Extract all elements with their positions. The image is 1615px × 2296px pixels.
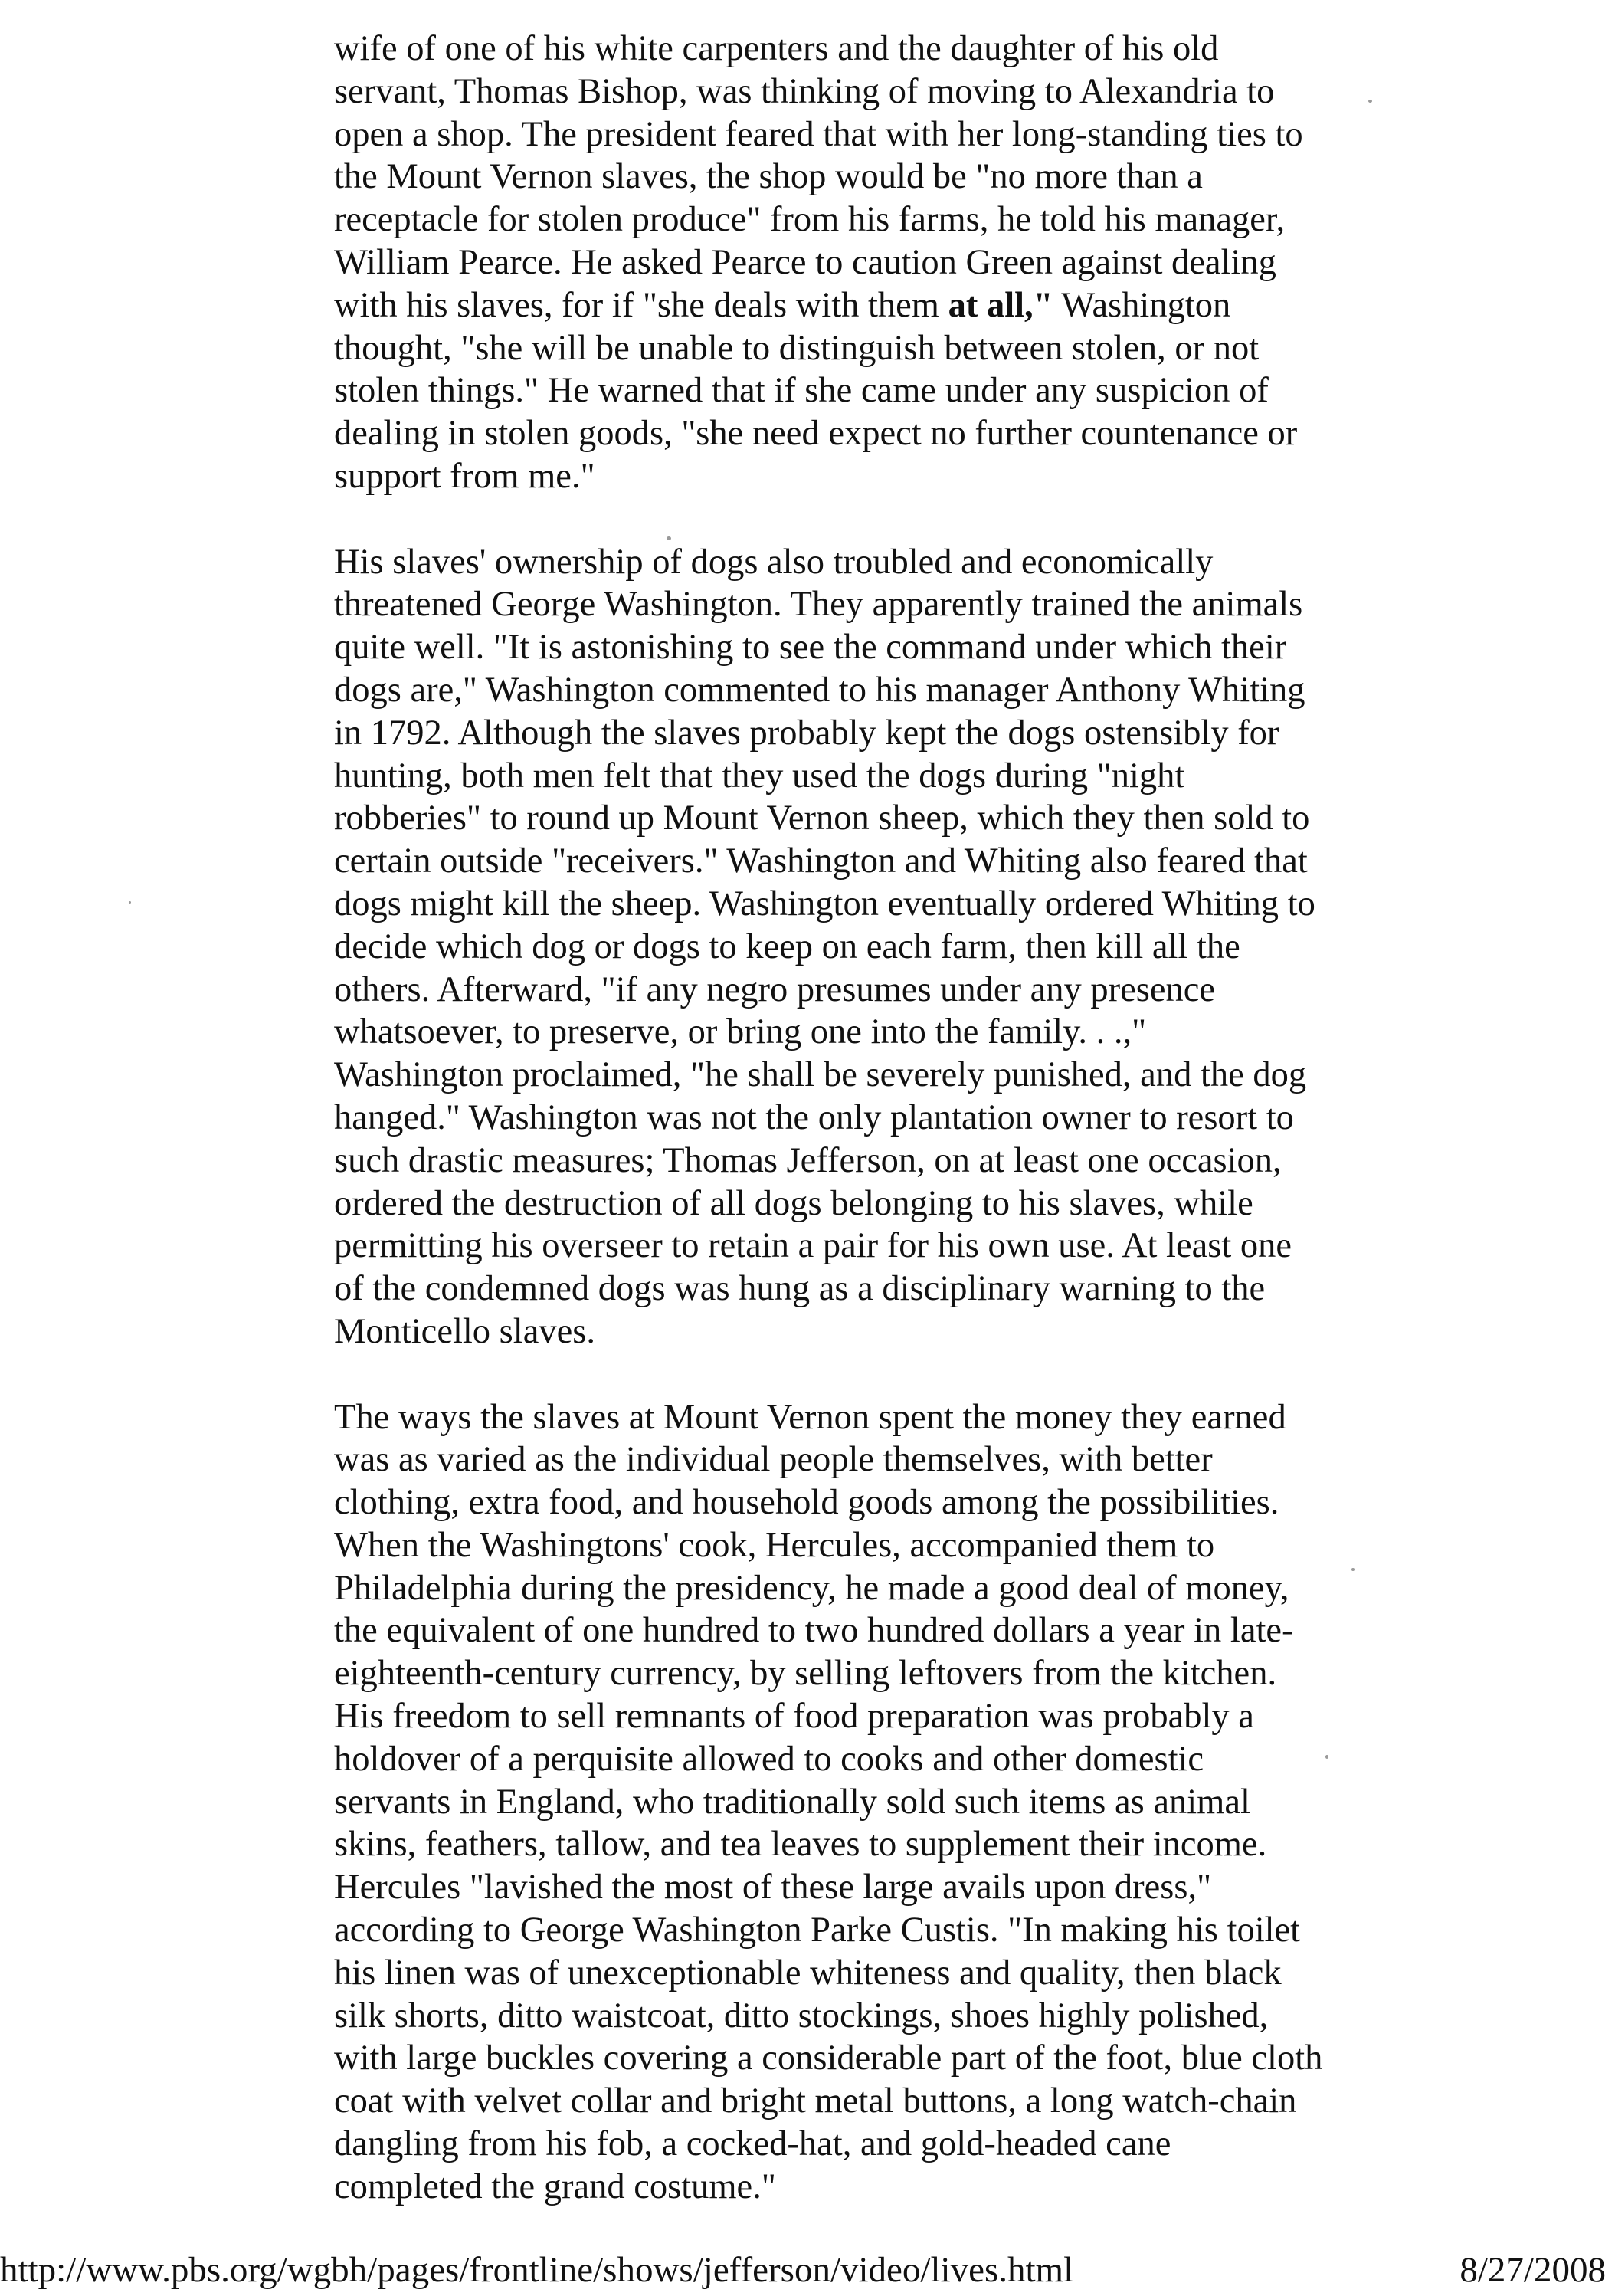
text-line: His freedom to sell remnants of food preparation was probably a [334,1697,1254,1737]
text-line: ordered the destruction of all dogs belonging to his slaves, while [334,1183,1253,1223]
text-line: according to George Washington Parke Custis. "In making his toilet [334,1911,1301,1950]
text-line: of the condemned dogs was hung as a disciplinary warning to the [334,1269,1266,1309]
text-line: servants in England, who traditionally sold such items as animal [334,1782,1250,1822]
text-line: open a shop. The president feared that with her long-standing ties to [334,114,1303,154]
text-line: the Mount Vernon slaves, the shop would be "no more than a [334,157,1203,197]
bold-emphasis: at all," [948,285,1053,325]
text-line: When the Washingtons' cook, Hercules, accompanied them to [334,1525,1215,1565]
text-line: completed the grand costume." [334,2166,776,2206]
text-line: silk shorts, ditto waistcoat, ditto stockings, shoes highly polished, [334,1996,1269,2035]
text-line: receptacle for stolen produce" from his farms, he told his manager, [334,200,1286,240]
paragraph-slave-dogs [334,541,1437,1353]
footer-print-date: 8/27/2008 [1459,2250,1606,2290]
text-line: skins, feathers, tallow, and tea leaves to supplement their income. [334,1825,1267,1865]
text-line: such drastic measures; Thomas Jefferson, on at least one occasion, [334,1140,1282,1180]
text-line: stolen things." He warned that if she came under any suspicion of [334,371,1269,411]
text-line: wife of one of his white carpenters and the daughter of his old [334,29,1219,68]
text-line: thought, "she will be unable to distinguish between stolen, or not [334,328,1260,368]
text-line: in 1792. Although the slaves probably kept the dogs ostensibly for [334,713,1279,753]
paragraph-gap [334,498,1437,541]
text-line: the equivalent of one hundred to two hundred dollars a year in late- [334,1611,1294,1651]
scan-speck [667,536,671,540]
footer-source-url: http://www.pbs.org/wgbh/pages/frontline/shows/jefferson/video/lives.html [0,2250,1074,2290]
document-body [334,28,1437,2209]
text-line: was as varied as the individual people themselves, with better [334,1440,1213,1480]
text-line: threatened George Washington. They apparently trained the animals [334,585,1303,625]
text-line: certain outside "receivers." Washington and Whiting also feared that [334,841,1308,881]
scan-speck [129,901,131,904]
text-line: dogs might kill the sheep. Washington eventually ordered Whiting to [334,884,1315,923]
text-line: coat with velvet collar and bright metal buttons, a long watch-chain [334,2081,1297,2121]
text-line: permitting his overseer to retain a pair for his own use. At least one [334,1226,1292,1266]
text-line: dogs are," Washington commented to his manager Anthony Whiting [334,670,1305,710]
scan-speck [1351,1568,1355,1571]
text-line: eighteenth-century currency, by selling leftovers from the kitchen. [334,1654,1277,1694]
text-line: The ways the slaves at Mount Vernon spent the money they earned [334,1397,1286,1437]
text-run: with his slaves, for if "she deals with them [334,285,948,325]
text-line: hunting, both men felt that they used the dogs during "night [334,756,1185,795]
text-line: Philadelphia during the presidency, he made a good deal of money, [334,1568,1289,1608]
text-line: holdover of a perquisite allowed to cooks and other domestic [334,1739,1204,1779]
text-line: dangling from his fob, a cocked-hat, and gold-headed cane [334,2124,1171,2164]
text-line: Washington proclaimed, "he shall be severely punished, and the dog [334,1055,1307,1095]
text-line: servant, Thomas Bishop, was thinking of moving to Alexandria to [334,71,1275,111]
text-line: dealing in stolen goods, "she need expect no further countenance or [334,414,1298,454]
text-line: Hercules "lavished the most of these large avails upon dress," [334,1868,1212,1907]
text-line: William Pearce. He asked Pearce to caution Green against dealing [334,242,1276,282]
text-line: whatsoever, to preserve, or bring one into the family. . .," [334,1012,1147,1052]
text-line [334,284,1437,327]
paragraph-hercules-green-shop [334,28,1437,498]
text-line: support from me." [334,456,595,496]
scan-speck [1368,100,1372,103]
paragraph-gap [334,1353,1437,1396]
text-line: Monticello slaves. [334,1311,595,1351]
text-line: robberies" to round up Mount Vernon sheep, which they then sold to [334,799,1310,838]
text-line: his linen was of unexceptionable whiteness and quality, then black [334,1953,1282,1993]
text-line: others. Afterward, "if any negro presumes under any presence [334,969,1216,1009]
text-line: decide which dog or dogs to keep on each farm, then kill all the [334,927,1240,966]
text-run: Washington [1053,285,1231,325]
scan-speck [1325,1755,1328,1759]
text-line: His slaves' ownership of dogs also troubled and economically [334,542,1214,582]
text-line: with large buckles covering a considerable part of the foot, blue cloth [334,2039,1323,2078]
text-line: hanged." Washington was not the only plantation owner to resort to [334,1097,1294,1137]
paragraph-slave-earnings [334,1396,1437,2209]
text-line: clothing, extra food, and household goods among the possibilities. [334,1483,1279,1523]
text-line: quite well. "It is astonishing to see the command under which their [334,628,1287,667]
